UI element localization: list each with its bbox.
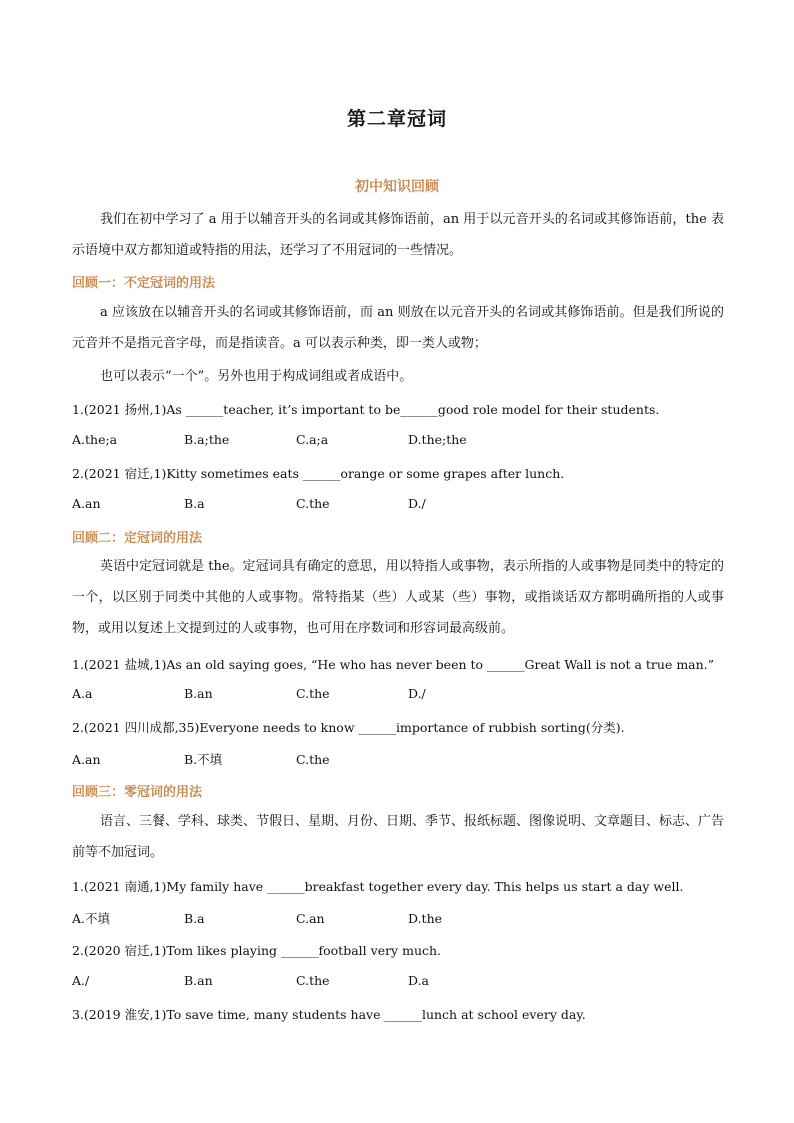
intro-paragraph: 我们在初中学习了 a 用于以辅音开头的名词或其修饰语前，an 用于以元音开头的名词或其修饰语前，the 表示语境中双方都知道或特指的用法，还学习了不用冠词的一些情况。 bbox=[72, 212, 724, 258]
option-d: D./ bbox=[408, 496, 426, 511]
option-a: A.an bbox=[72, 752, 101, 767]
option-c: C.the bbox=[296, 973, 330, 988]
question-stem: 1.(2021 南通,1)My family have ______breakfast together every day. This helps us start a day well. bbox=[72, 879, 684, 894]
option-d: D.a bbox=[408, 973, 430, 988]
section-3-paragraph: 语言、三餐、学科、球类、节假日、星期、月份、日期、季节、报纸标题、图像说明、文章题目、标志、广告前等不加冠词。 bbox=[72, 814, 725, 860]
option-d: D./ bbox=[408, 686, 426, 701]
section-1-paragraph: a 应该放在以辅音开头的名词或其修饰语前，而 an 则放在以元音开头的名词或其修饰语前。但是我们所说的元音并不是指元音字母，而是指读音。a 可以表示种类，即一类人或物； bbox=[72, 305, 724, 351]
section-2-paragraph: 英语中定冠词就是 the。定冠词具有确定的意思，用以特指人或事物，表示所指的人或事物是同类中的特定的一个，以区别于同类中其他的人或事物。常特指某（些）人或某（些）事物，或指谈话双方都明确所指的人或事物，或用以复述上文提到过的人或事物，也可用在序数词和形容词最高级前。 bbox=[72, 559, 724, 636]
option-b: B.a bbox=[184, 496, 205, 511]
question-stem: 3.(2019 淮安,1)To save time, many students have ______lunch at school every day. bbox=[72, 1007, 586, 1022]
option-a: A.an bbox=[72, 496, 101, 511]
question-options bbox=[72, 686, 732, 701]
option-d: D.the bbox=[408, 911, 443, 926]
option-a: A./ bbox=[72, 973, 90, 988]
section-1-paragraph-2: 也可以表示“一个”。另外也用于构成词组或者成语中。 bbox=[100, 369, 413, 384]
question-options bbox=[72, 973, 732, 988]
page-subtitle: 初中知识回顾 bbox=[355, 179, 439, 195]
question-options bbox=[72, 496, 732, 511]
section-heading-2: 回顾二：定冠词的用法 bbox=[72, 531, 203, 546]
option-b: B.a bbox=[184, 911, 205, 926]
question-options bbox=[72, 909, 732, 927]
question-stem: 2.(2021 宿迁,1)Kitty sometimes eats ______orange or some grapes after lunch. bbox=[72, 466, 565, 481]
option-a: A.不填 bbox=[72, 911, 111, 926]
option-c: C.the bbox=[296, 496, 330, 511]
option-b: B.an bbox=[184, 686, 213, 701]
question-options bbox=[72, 432, 732, 447]
option-c: C.the bbox=[296, 752, 330, 767]
option-c: C.the bbox=[296, 686, 330, 701]
section-heading-1: 回顾一：不定冠词的用法 bbox=[72, 276, 216, 291]
option-c: C.a;a bbox=[296, 432, 329, 447]
question-stem: 1.(2021 扬州,1)As ______teacher, it’s important to be______good role model for their students. bbox=[72, 402, 660, 417]
option-c: C.an bbox=[296, 911, 325, 926]
option-b: B.不填 bbox=[184, 752, 223, 767]
option-d: D.the;the bbox=[408, 432, 467, 447]
option-a: A.the;a bbox=[72, 432, 118, 447]
option-b: B.a;the bbox=[184, 432, 230, 447]
option-b: B.an bbox=[184, 973, 213, 988]
question-stem: 2.(2021 四川成都,35)Everyone needs to know ______importance of rubbish sorting(分类). bbox=[72, 720, 625, 735]
question-stem: 2.(2020 宿迁,1)Tom likes playing ______football very much. bbox=[72, 943, 442, 958]
question-options bbox=[72, 750, 732, 768]
page-title: 第二章冠词 bbox=[346, 108, 447, 130]
section-heading-3: 回顾三：零冠词的用法 bbox=[72, 785, 203, 800]
option-a: A.a bbox=[72, 686, 93, 701]
question-stem: 1.(2021 盐城,1)As an old saying goes, “He who has never been to ______Great Wall is not a true man.” bbox=[72, 657, 715, 672]
